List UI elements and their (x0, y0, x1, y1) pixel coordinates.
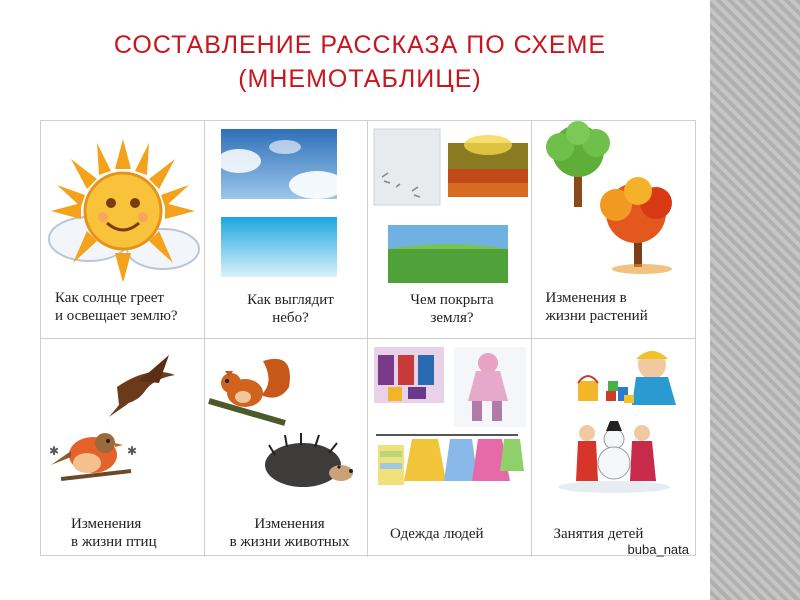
children-playing-icon (532, 341, 696, 497)
caption-line-2: небо? (272, 310, 309, 326)
cell-clothes (368, 339, 532, 557)
caption-line-1: Изменения (254, 516, 325, 532)
svg-text:✱: ✱ (127, 444, 138, 458)
caption-line-2: земля? (430, 310, 474, 326)
caption-line-2: в жизни животных (229, 534, 350, 550)
caption-line-1: Изменения в (545, 290, 627, 306)
caption-line-1: Чем покрыта (410, 292, 494, 308)
squirrel-hedgehog-icon (205, 347, 369, 497)
caption-line-1: Как солнце греет (55, 290, 164, 306)
birds-icon (41, 347, 205, 497)
sky-photos-icon (205, 121, 369, 281)
caption-line-1: Изменения (71, 516, 142, 532)
svg-text:✱: ✱ (49, 444, 60, 458)
caption-line-2: и освещает землю? (55, 308, 178, 324)
cell-sky (205, 121, 369, 339)
cell-trees (532, 121, 696, 339)
cell-sun (41, 121, 205, 339)
ground-cover-photos-icon (368, 121, 532, 291)
watermark: buba_nata (627, 542, 689, 557)
page-title (40, 28, 680, 96)
caption-line-1: Одежда людей (390, 526, 484, 542)
clothes-icon (368, 341, 532, 497)
caption-line-2: в жизни птиц (71, 534, 157, 550)
cell-birds (41, 339, 205, 557)
sun-clouds-icon (41, 131, 205, 281)
cell-children (532, 339, 696, 557)
cell-ground (368, 121, 532, 339)
caption-line-1: Занятия детей (553, 526, 644, 542)
cell-animals (205, 339, 369, 557)
title-line-1: СОСТАВЛЕНИЕ РАССКАЗА ПО СХЕМЕ (113, 31, 607, 59)
caption-line-1: Как выглядит (247, 292, 334, 308)
decorative-side-band (710, 0, 800, 600)
caption-line-2: жизни растений (545, 308, 648, 324)
title-line-2: (МНЕМОТАБЛИЦЕ) (238, 65, 482, 93)
mnemonic-table (40, 120, 696, 556)
trees-icon (532, 121, 696, 281)
